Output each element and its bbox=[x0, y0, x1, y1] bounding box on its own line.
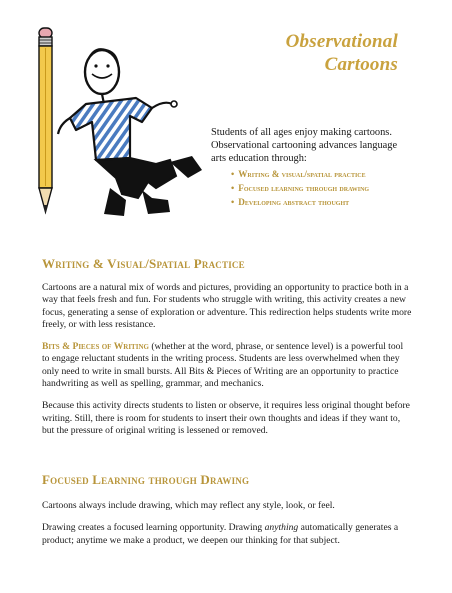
benefits-list bbox=[231, 167, 369, 209]
paragraph: Cartoons are a natural mix of words and pictures, providing an opportunity to practice both in a way that feels fresh and fun. For students who struggle with writing, this activity creates a new focus, generating a sense of exploration or adventure. This redirection helps students write more freely, or with less resistance. bbox=[42, 282, 412, 330]
title-line-1: Observational bbox=[285, 31, 398, 52]
list-item: • Developing abstract thought bbox=[231, 195, 369, 209]
section-heading: Focused Learning through Drawing bbox=[42, 472, 250, 487]
page-title bbox=[286, 30, 398, 76]
paragraph: Because this activity directs students to listen or observe, it requires less original thought before writing. Still, there is room for students to insert their own thoughts and ideas if they want to, but the pressure of original writing is lessened or removed. bbox=[42, 400, 410, 436]
paragraph-text: automatically generates a product; anytime we make a product, we deepen our thinking for that subject. bbox=[42, 522, 399, 546]
emphasis-text: anything bbox=[264, 522, 299, 534]
intro-text: Students of all ages enjoy making cartoons. Observational cartooning advances language arts education through: bbox=[211, 127, 398, 164]
inline-heading: Bits & Pieces of Writing bbox=[42, 341, 149, 353]
section-writing-visual-spatial bbox=[42, 256, 412, 437]
section-heading: Writing & Visual/Spatial Practice bbox=[42, 256, 245, 271]
list-item: • Writing & visual/spatial practice bbox=[231, 167, 369, 181]
cartoon-figure-illustration bbox=[52, 38, 212, 228]
list-item: • Focused learning through drawing bbox=[231, 181, 369, 195]
title-line-2: Cartoons bbox=[324, 54, 398, 75]
paragraph-text: Drawing creates a focused learning opportunity. Drawing bbox=[42, 522, 265, 534]
paragraph bbox=[42, 341, 412, 390]
paragraph: Cartoons always include drawing, which may reflect any style, look, or feel. bbox=[42, 500, 335, 511]
section-focused-learning bbox=[42, 472, 412, 547]
paragraph bbox=[42, 522, 412, 547]
hero-illustration-area bbox=[0, 0, 452, 240]
paragraph-text: (whether at the word, phrase, or sentence level) is a powerful tool to engage reluctant students in the writing process. Students are less overwhelmed when they only need to write in small bursts. All Bits & Pieces of Writing are an opportunity to practice handwriting as well as spelling, grammar, and mechanics. bbox=[42, 341, 404, 390]
